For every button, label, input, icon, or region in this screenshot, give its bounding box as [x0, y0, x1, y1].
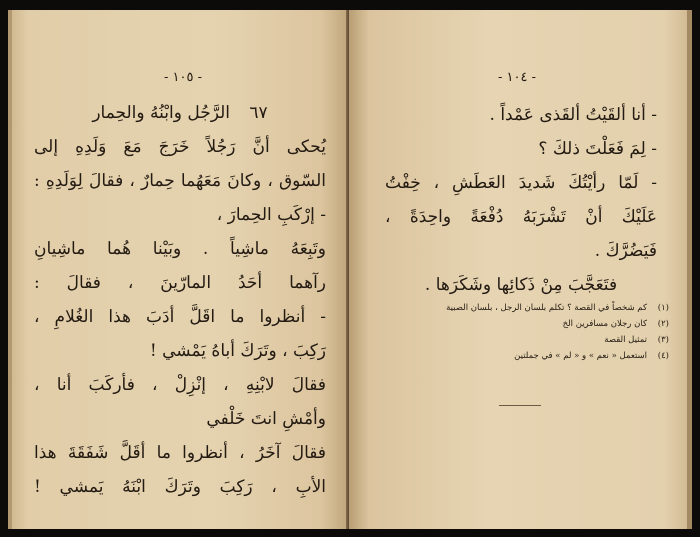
text-line: - أنا ألقَيْتُ ألقَذى عَمْداً . — [489, 105, 657, 125]
text-line: وأمْشِ انتَ خَلْفي — [206, 409, 326, 429]
book-spread — [8, 10, 692, 529]
text-line: فَيَضُرَّكَ . — [594, 241, 657, 261]
text-line: - لَمّا رأيْتُكَ شَديدَ العَطَشِ ، خِفْتُ — [385, 173, 657, 193]
page-number: - ١٠٥ - — [163, 70, 202, 85]
text-line: - إرْكَبِ الحِمارَ ، — [216, 205, 326, 225]
story-title: الرَّجُل وابْنُهُ والحِمار — [92, 103, 230, 123]
text-line: فتَعَجَّبَ مِنْ ذَكائِها وشَكَرَها . — [424, 275, 618, 295]
left-page-text — [34, 96, 326, 504]
right-page-text — [385, 98, 657, 302]
page-edge — [8, 10, 12, 529]
text-line: فقالَ لابْنِهِ ، إنْزِلْ ، فأركَبَ أنا ، — [34, 375, 326, 395]
text-line: فقالَ آخَرُ ، أنظروا ما أقَلَّ شَفَقَةَ هذا — [34, 443, 326, 463]
right-page — [349, 10, 692, 529]
story-heading — [34, 96, 326, 130]
note-item: (٤)استعمل « نعم » و « لم » في جملتين — [514, 351, 669, 361]
text-line: رَكِبَ ، وتَرَكَ أباهُ يَمْشي ! — [149, 341, 326, 361]
page-number: - ١٠٤ - — [497, 70, 536, 85]
note-item: (٣)تمثيل القصة — [604, 335, 669, 345]
page-edge — [687, 10, 692, 529]
text-line: - لِمَ فَعَلْتَ ذلكَ ؟ — [538, 139, 657, 159]
divider-rule — [499, 405, 541, 406]
note-item: (٢)كان رجلان مسافرين الخ — [562, 319, 669, 329]
text-line: - أنظروا ما اقَلَّ أدَبَ هذا الغُلامِ ، — [34, 307, 326, 327]
note-item: (١)كم شخصاً في القصة ؟ تكلم بلسان الرجل ، بلسان الصبية — [446, 303, 669, 313]
story-number: ٦٧ — [249, 103, 268, 123]
text-line: يُحكى أنَّ رَجُلاً خَرَجَ مَعَ وَلَدِهِ إلى — [34, 137, 326, 157]
text-line: رآهما أحَدُ المارّينَ ، فقالَ : — [34, 273, 326, 293]
exercise-notes — [429, 300, 669, 364]
left-page — [8, 10, 348, 529]
text-line: الأبِ ، رَكِبَ وتَرَكَ ابْنَهُ يَمشي ! — [34, 477, 326, 497]
text-line: عَلَيْكَ أنْ تَشْرَبَهُ دُفْعَةً واحِدَةً ، — [385, 207, 657, 227]
text-line: وتَبِعَهُ ماشِياً . وبَيْنا هُما ماشِيانِ — [34, 239, 326, 259]
text-line: السّوق ، وكانَ مَعَهُما حِمارٌ ، فقالَ لِوَلَدِهِ : — [34, 171, 326, 191]
